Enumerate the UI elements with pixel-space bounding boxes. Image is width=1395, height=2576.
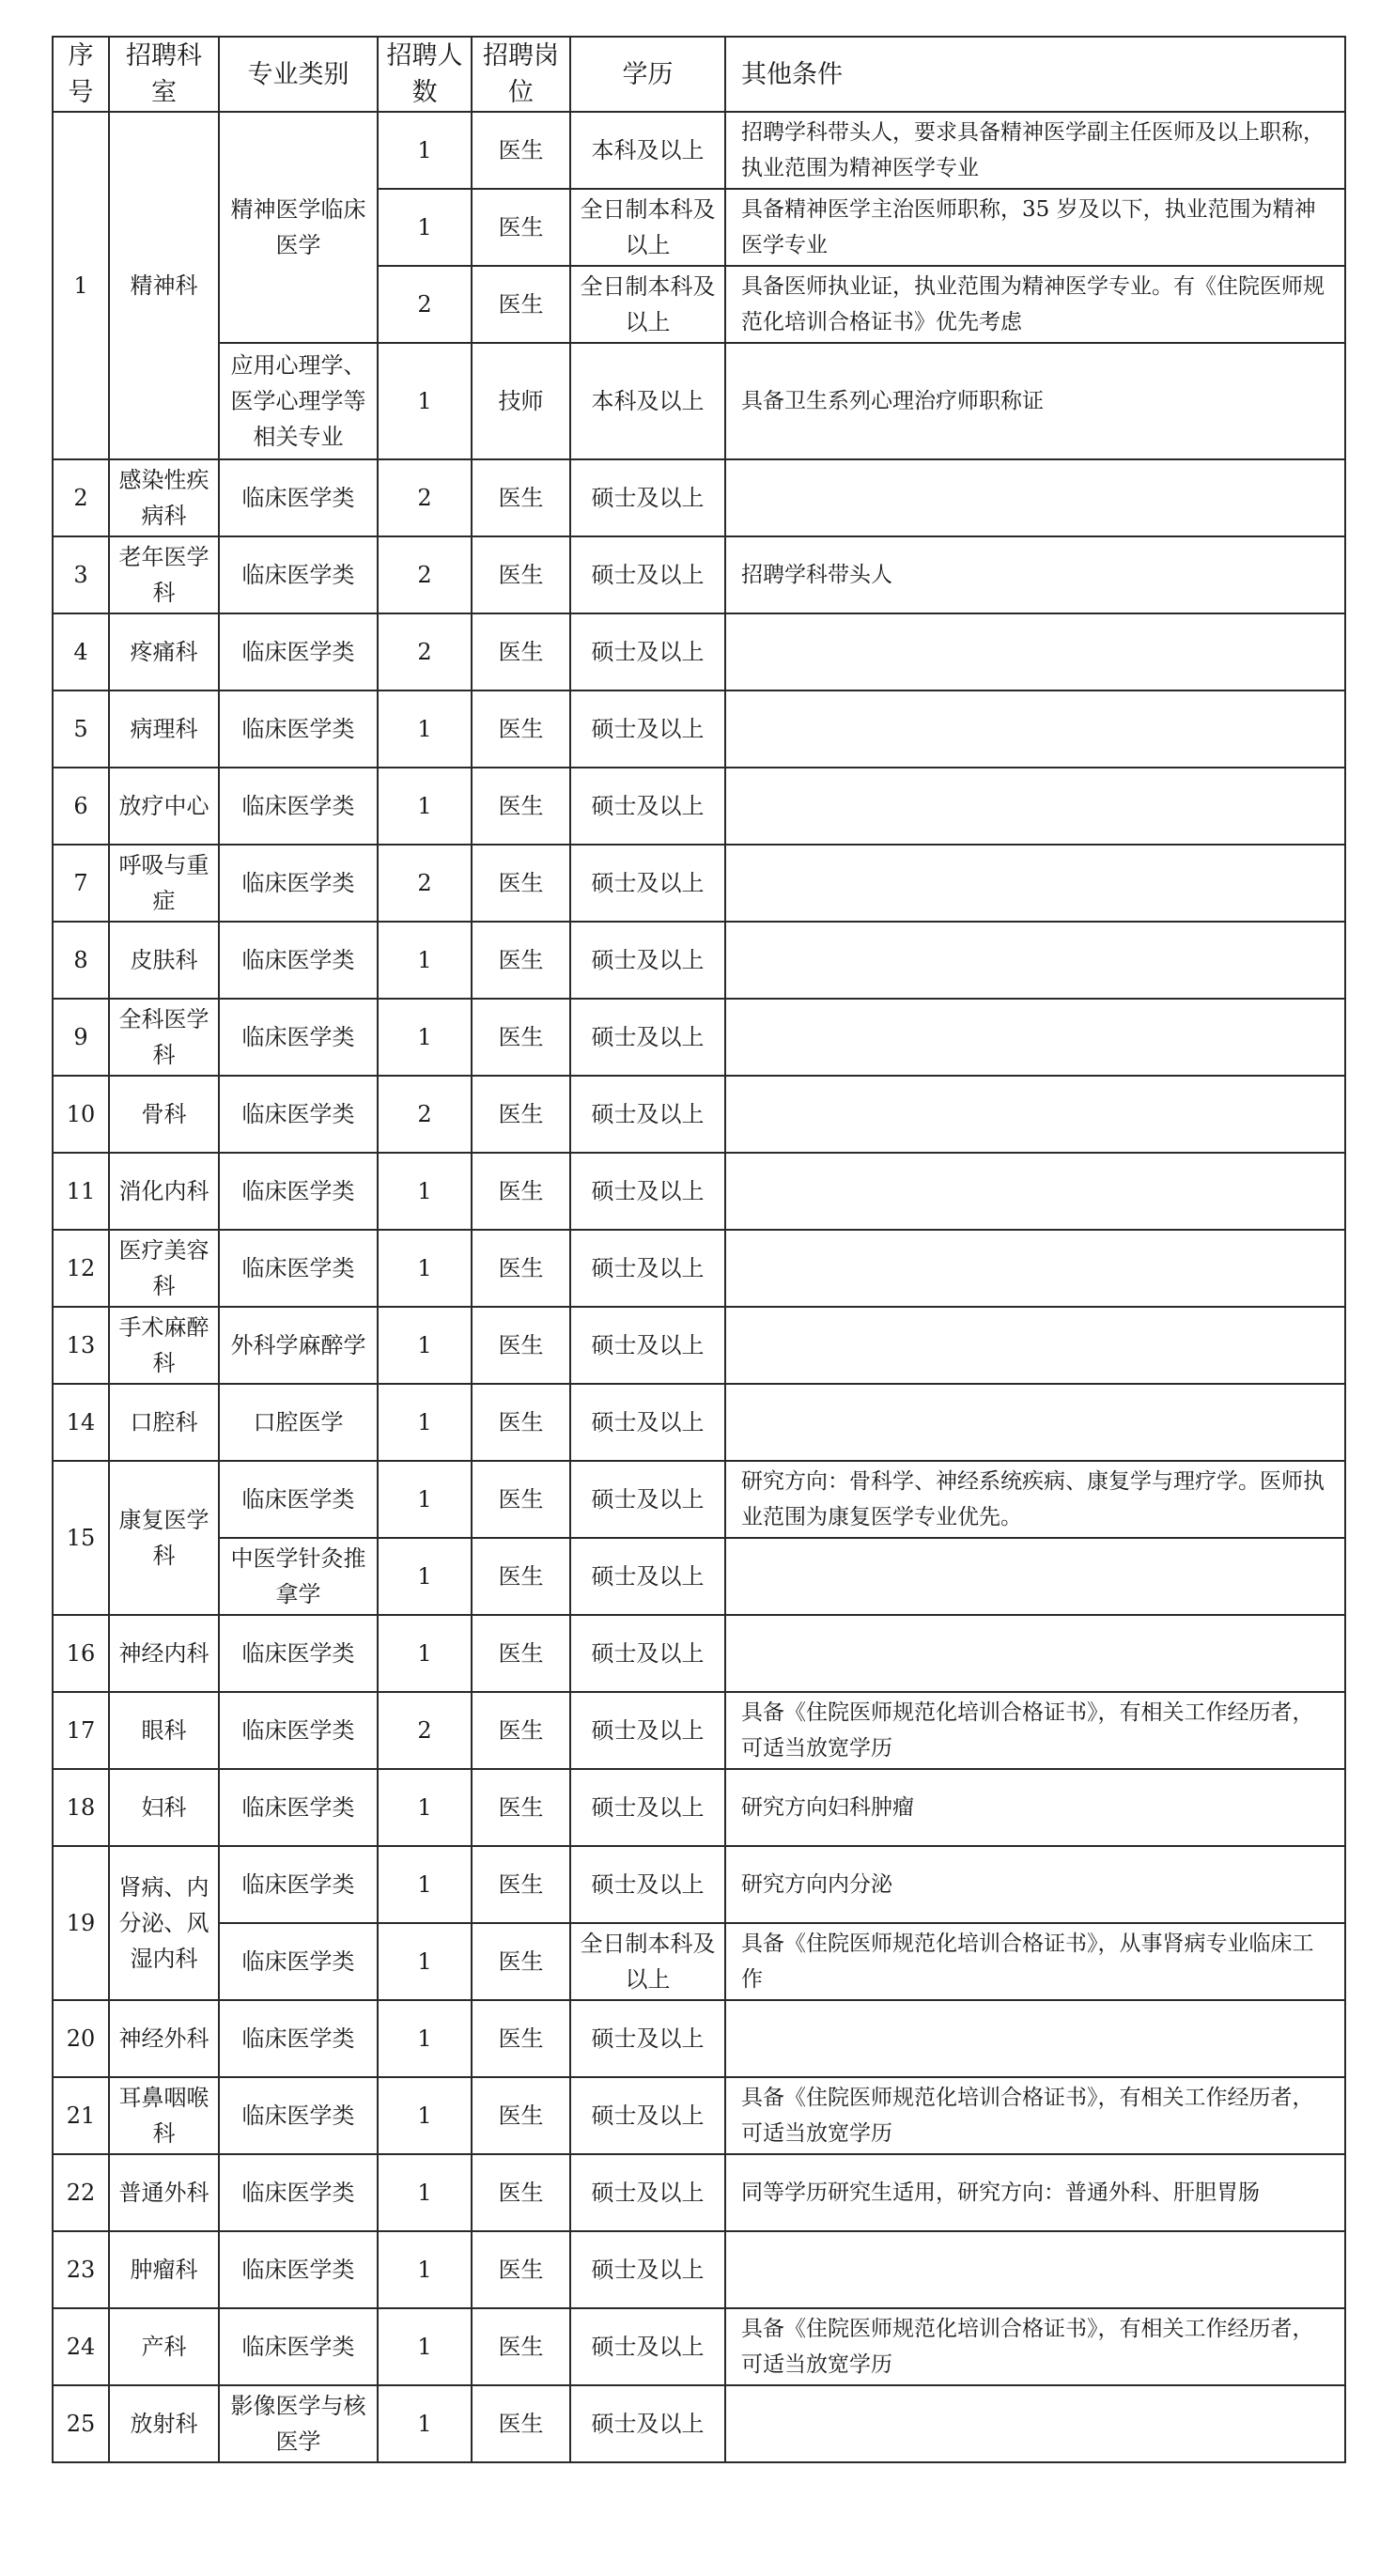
cell-other: 招聘学科带头人，要求具备精神医学副主任医师及以上职称，执业范围为精神医学专业 (725, 112, 1345, 189)
cell-major: 口腔医学 (219, 1384, 378, 1461)
cell-other: 研究方向妇科肿瘤 (725, 1769, 1345, 1846)
cell-other (725, 768, 1345, 845)
cell-count: 1 (378, 1923, 472, 2000)
cell-index: 11 (53, 1153, 109, 1230)
cell-edu: 硕士及以上 (570, 1461, 725, 1538)
table-row (53, 1769, 1345, 1846)
cell-other (725, 613, 1345, 691)
cell-other (725, 1615, 1345, 1692)
cell-dept: 疼痛科 (109, 613, 219, 691)
cell-dept: 神经外科 (109, 2000, 219, 2077)
cell-other (725, 459, 1345, 536)
cell-other: 研究方向内分泌 (725, 1846, 1345, 1923)
cell-index: 1 (53, 112, 109, 459)
cell-post: 医生 (472, 1461, 570, 1538)
cell-count: 1 (378, 2308, 472, 2385)
cell-index: 6 (53, 768, 109, 845)
cell-dept: 眼科 (109, 1692, 219, 1769)
cell-index: 17 (53, 1692, 109, 1769)
cell-other (725, 845, 1345, 922)
cell-dept: 放疗中心 (109, 768, 219, 845)
cell-major: 临床医学类 (219, 613, 378, 691)
cell-index: 12 (53, 1230, 109, 1307)
cell-count: 2 (378, 1076, 472, 1153)
recruitment-document (52, 36, 1346, 2463)
cell-other (725, 1153, 1345, 1230)
cell-other: 具备《住院医师规范化培训合格证书》，从事肾病专业临床工作 (725, 1923, 1345, 2000)
cell-index: 7 (53, 845, 109, 922)
cell-post: 技师 (472, 343, 570, 459)
cell-post: 医生 (472, 1307, 570, 1384)
cell-count: 1 (378, 1846, 472, 1923)
cell-edu: 硕士及以上 (570, 1692, 725, 1769)
table-row (53, 845, 1345, 922)
header-post: 招聘岗位 (472, 37, 570, 112)
cell-edu: 硕士及以上 (570, 1076, 725, 1153)
cell-count: 1 (378, 1153, 472, 1230)
cell-edu: 硕士及以上 (570, 2077, 725, 2154)
cell-post: 医生 (472, 1076, 570, 1153)
cell-count: 1 (378, 999, 472, 1076)
cell-post: 医生 (472, 2308, 570, 2385)
cell-major: 临床医学类 (219, 2231, 378, 2308)
cell-other: 具备《住院医师规范化培训合格证书》，有相关工作经历者，可适当放宽学历 (725, 2077, 1345, 2154)
cell-index: 9 (53, 999, 109, 1076)
cell-index: 25 (53, 2385, 109, 2462)
cell-count: 1 (378, 922, 472, 999)
table-row (53, 2385, 1345, 2462)
cell-major: 临床医学类 (219, 1692, 378, 1769)
table-row (53, 999, 1345, 1076)
table-row (53, 1230, 1345, 1307)
header-row (53, 37, 1345, 112)
cell-count: 1 (378, 1230, 472, 1307)
cell-index: 8 (53, 922, 109, 999)
cell-major: 临床医学类 (219, 459, 378, 536)
table-row (53, 2154, 1345, 2231)
cell-dept: 消化内科 (109, 1153, 219, 1230)
cell-other: 研究方向：骨科学、神经系统疾病、康复学与理疗学。医师执业范围为康复医学专业优先。 (725, 1461, 1345, 1538)
cell-count: 1 (378, 112, 472, 189)
cell-major: 外科学麻醉学 (219, 1307, 378, 1384)
cell-other (725, 691, 1345, 768)
table-row (53, 1307, 1345, 1384)
cell-major: 临床医学类 (219, 1846, 378, 1923)
cell-index: 24 (53, 2308, 109, 2385)
cell-count: 1 (378, 2231, 472, 2308)
cell-major: 临床医学类 (219, 2308, 378, 2385)
cell-major: 临床医学类 (219, 768, 378, 845)
cell-post: 医生 (472, 768, 570, 845)
cell-major: 临床医学类 (219, 922, 378, 999)
cell-count: 1 (378, 691, 472, 768)
cell-edu: 硕士及以上 (570, 459, 725, 536)
cell-post: 医生 (472, 1538, 570, 1615)
cell-other (725, 1538, 1345, 1615)
cell-count: 1 (378, 1307, 472, 1384)
table-row (53, 536, 1345, 613)
cell-index: 3 (53, 536, 109, 613)
cell-index: 22 (53, 2154, 109, 2231)
header-count: 招聘人数 (378, 37, 472, 112)
cell-index: 2 (53, 459, 109, 536)
cell-major: 临床医学类 (219, 1076, 378, 1153)
cell-dept: 产科 (109, 2308, 219, 2385)
table-row (53, 1615, 1345, 1692)
cell-other: 具备《住院医师规范化培训合格证书》，有相关工作经历者，可适当放宽学历 (725, 2308, 1345, 2385)
cell-major: 临床医学类 (219, 2077, 378, 2154)
cell-other (725, 2000, 1345, 2077)
cell-other (725, 2385, 1345, 2462)
cell-index: 19 (53, 1846, 109, 2000)
cell-count: 2 (378, 613, 472, 691)
cell-major: 临床医学类 (219, 999, 378, 1076)
cell-post: 医生 (472, 2385, 570, 2462)
cell-post: 医生 (472, 2077, 570, 2154)
cell-dept: 肾病、内分泌、风湿内科 (109, 1846, 219, 2000)
cell-major: 应用心理学、医学心理学等相关专业 (219, 343, 378, 459)
cell-edu: 硕士及以上 (570, 1153, 725, 1230)
cell-edu: 硕士及以上 (570, 768, 725, 845)
cell-other: 具备医师执业证，执业范围为精神医学专业。有《住院医师规范化培训合格证书》优先考虑 (725, 266, 1345, 343)
cell-edu: 硕士及以上 (570, 536, 725, 613)
cell-edu: 硕士及以上 (570, 1384, 725, 1461)
cell-major: 临床医学类 (219, 845, 378, 922)
table-row (53, 1153, 1345, 1230)
cell-index: 18 (53, 1769, 109, 1846)
recruitment-table (52, 36, 1346, 2463)
cell-dept: 全科医学科 (109, 999, 219, 1076)
cell-major: 临床医学类 (219, 536, 378, 613)
cell-other (725, 1230, 1345, 1307)
cell-major: 临床医学类 (219, 2000, 378, 2077)
cell-count: 1 (378, 2077, 472, 2154)
cell-dept: 呼吸与重症 (109, 845, 219, 922)
cell-dept: 病理科 (109, 691, 219, 768)
cell-major: 临床医学类 (219, 2154, 378, 2231)
cell-post: 医生 (472, 112, 570, 189)
cell-edu: 硕士及以上 (570, 1769, 725, 1846)
cell-dept: 放射科 (109, 2385, 219, 2462)
cell-post: 医生 (472, 2231, 570, 2308)
cell-post: 医生 (472, 1692, 570, 1769)
table-row (53, 613, 1345, 691)
table-row (53, 1461, 1345, 1538)
cell-edu: 硕士及以上 (570, 999, 725, 1076)
cell-major: 临床医学类 (219, 1230, 378, 1307)
header-major: 专业类别 (219, 37, 378, 112)
cell-edu: 硕士及以上 (570, 613, 725, 691)
cell-index: 16 (53, 1615, 109, 1692)
cell-post: 医生 (472, 613, 570, 691)
cell-dept: 口腔科 (109, 1384, 219, 1461)
cell-edu: 本科及以上 (570, 343, 725, 459)
cell-post: 医生 (472, 845, 570, 922)
cell-count: 1 (378, 1615, 472, 1692)
cell-major: 临床医学类 (219, 1615, 378, 1692)
cell-edu: 硕士及以上 (570, 2154, 725, 2231)
cell-post: 医生 (472, 2000, 570, 2077)
table-row (53, 691, 1345, 768)
table-row (53, 1538, 1345, 1615)
cell-index: 14 (53, 1384, 109, 1461)
table-row (53, 2000, 1345, 2077)
cell-post: 医生 (472, 1615, 570, 1692)
cell-dept: 妇科 (109, 1769, 219, 1846)
cell-count: 1 (378, 2154, 472, 2231)
cell-dept: 皮肤科 (109, 922, 219, 999)
cell-edu: 全日制本科及以上 (570, 1923, 725, 2000)
cell-other: 招聘学科带头人 (725, 536, 1345, 613)
cell-post: 医生 (472, 1769, 570, 1846)
cell-count: 2 (378, 266, 472, 343)
table-row (53, 1846, 1345, 1923)
cell-post: 医生 (472, 1846, 570, 1923)
cell-edu: 硕士及以上 (570, 2385, 725, 2462)
cell-other (725, 922, 1345, 999)
cell-edu: 硕士及以上 (570, 691, 725, 768)
cell-dept: 骨科 (109, 1076, 219, 1153)
cell-post: 医生 (472, 1230, 570, 1307)
cell-major: 中医学针灸推拿学 (219, 1538, 378, 1615)
table-row (53, 922, 1345, 999)
cell-index: 5 (53, 691, 109, 768)
table-row (53, 2077, 1345, 2154)
cell-index: 13 (53, 1307, 109, 1384)
cell-major: 临床医学类 (219, 691, 378, 768)
cell-dept: 老年医学科 (109, 536, 219, 613)
cell-count: 2 (378, 845, 472, 922)
cell-count: 1 (378, 2000, 472, 2077)
table-row (53, 1923, 1345, 2000)
cell-dept: 手术麻醉科 (109, 1307, 219, 1384)
cell-major: 临床医学类 (219, 1769, 378, 1846)
cell-edu: 硕士及以上 (570, 2000, 725, 2077)
cell-count: 1 (378, 1461, 472, 1538)
cell-edu: 硕士及以上 (570, 1538, 725, 1615)
cell-count: 1 (378, 1538, 472, 1615)
cell-other (725, 1307, 1345, 1384)
cell-count: 1 (378, 1384, 472, 1461)
table-row (53, 343, 1345, 459)
cell-other: 具备卫生系列心理治疗师职称证 (725, 343, 1345, 459)
cell-count: 2 (378, 1692, 472, 1769)
header-index: 序号 (53, 37, 109, 112)
table-row (53, 2308, 1345, 2385)
cell-index: 20 (53, 2000, 109, 2077)
cell-dept: 感染性疾病科 (109, 459, 219, 536)
cell-dept: 普通外科 (109, 2154, 219, 2231)
table-row (53, 1692, 1345, 1769)
cell-edu: 硕士及以上 (570, 845, 725, 922)
cell-dept: 精神科 (109, 112, 219, 459)
cell-edu: 本科及以上 (570, 112, 725, 189)
cell-count: 1 (378, 343, 472, 459)
cell-dept: 医疗美容科 (109, 1230, 219, 1307)
cell-major: 临床医学类 (219, 1153, 378, 1230)
cell-other (725, 2231, 1345, 2308)
table-row (53, 768, 1345, 845)
cell-post: 医生 (472, 459, 570, 536)
cell-edu: 硕士及以上 (570, 1615, 725, 1692)
cell-other: 具备《住院医师规范化培训合格证书》，有相关工作经历者，可适当放宽学历 (725, 1692, 1345, 1769)
cell-edu: 全日制本科及以上 (570, 266, 725, 343)
cell-post: 医生 (472, 189, 570, 266)
cell-index: 4 (53, 613, 109, 691)
table-row (53, 2231, 1345, 2308)
cell-dept: 肿瘤科 (109, 2231, 219, 2308)
cell-other (725, 999, 1345, 1076)
cell-count: 1 (378, 768, 472, 845)
cell-count: 2 (378, 459, 472, 536)
cell-post: 医生 (472, 536, 570, 613)
cell-other: 同等学历研究生适用，研究方向：普通外科、肝胆胃肠 (725, 2154, 1345, 2231)
cell-count: 1 (378, 189, 472, 266)
table-row (53, 1076, 1345, 1153)
cell-count: 2 (378, 536, 472, 613)
cell-index: 10 (53, 1076, 109, 1153)
cell-post: 医生 (472, 999, 570, 1076)
cell-major: 临床医学类 (219, 1461, 378, 1538)
cell-dept: 耳鼻咽喉科 (109, 2077, 219, 2154)
cell-major: 影像医学与核医学 (219, 2385, 378, 2462)
cell-edu: 硕士及以上 (570, 922, 725, 999)
cell-post: 医生 (472, 1384, 570, 1461)
cell-other (725, 1076, 1345, 1153)
cell-other: 具备精神医学主治医师职称，35 岁及以下，执业范围为精神医学专业 (725, 189, 1345, 266)
cell-major: 精神医学临床医学 (219, 112, 378, 343)
cell-dept: 康复医学科 (109, 1461, 219, 1615)
header-dept: 招聘科室 (109, 37, 219, 112)
cell-edu: 硕士及以上 (570, 1230, 725, 1307)
cell-edu: 硕士及以上 (570, 1846, 725, 1923)
cell-edu: 硕士及以上 (570, 1307, 725, 1384)
table-row (53, 459, 1345, 536)
table-row (53, 1384, 1345, 1461)
cell-post: 医生 (472, 691, 570, 768)
cell-index: 23 (53, 2231, 109, 2308)
cell-major: 临床医学类 (219, 1923, 378, 2000)
header-other: 其他条件 (725, 37, 1345, 112)
cell-count: 1 (378, 2385, 472, 2462)
header-edu: 学历 (570, 37, 725, 112)
cell-index: 15 (53, 1461, 109, 1615)
cell-index: 21 (53, 2077, 109, 2154)
cell-dept: 神经内科 (109, 1615, 219, 1692)
cell-post: 医生 (472, 922, 570, 999)
cell-edu: 全日制本科及以上 (570, 189, 725, 266)
cell-edu: 硕士及以上 (570, 2231, 725, 2308)
cell-count: 1 (378, 1769, 472, 1846)
cell-post: 医生 (472, 1153, 570, 1230)
cell-other (725, 1384, 1345, 1461)
cell-post: 医生 (472, 1923, 570, 2000)
table-row (53, 112, 1345, 189)
cell-post: 医生 (472, 2154, 570, 2231)
cell-edu: 硕士及以上 (570, 2308, 725, 2385)
cell-post: 医生 (472, 266, 570, 343)
